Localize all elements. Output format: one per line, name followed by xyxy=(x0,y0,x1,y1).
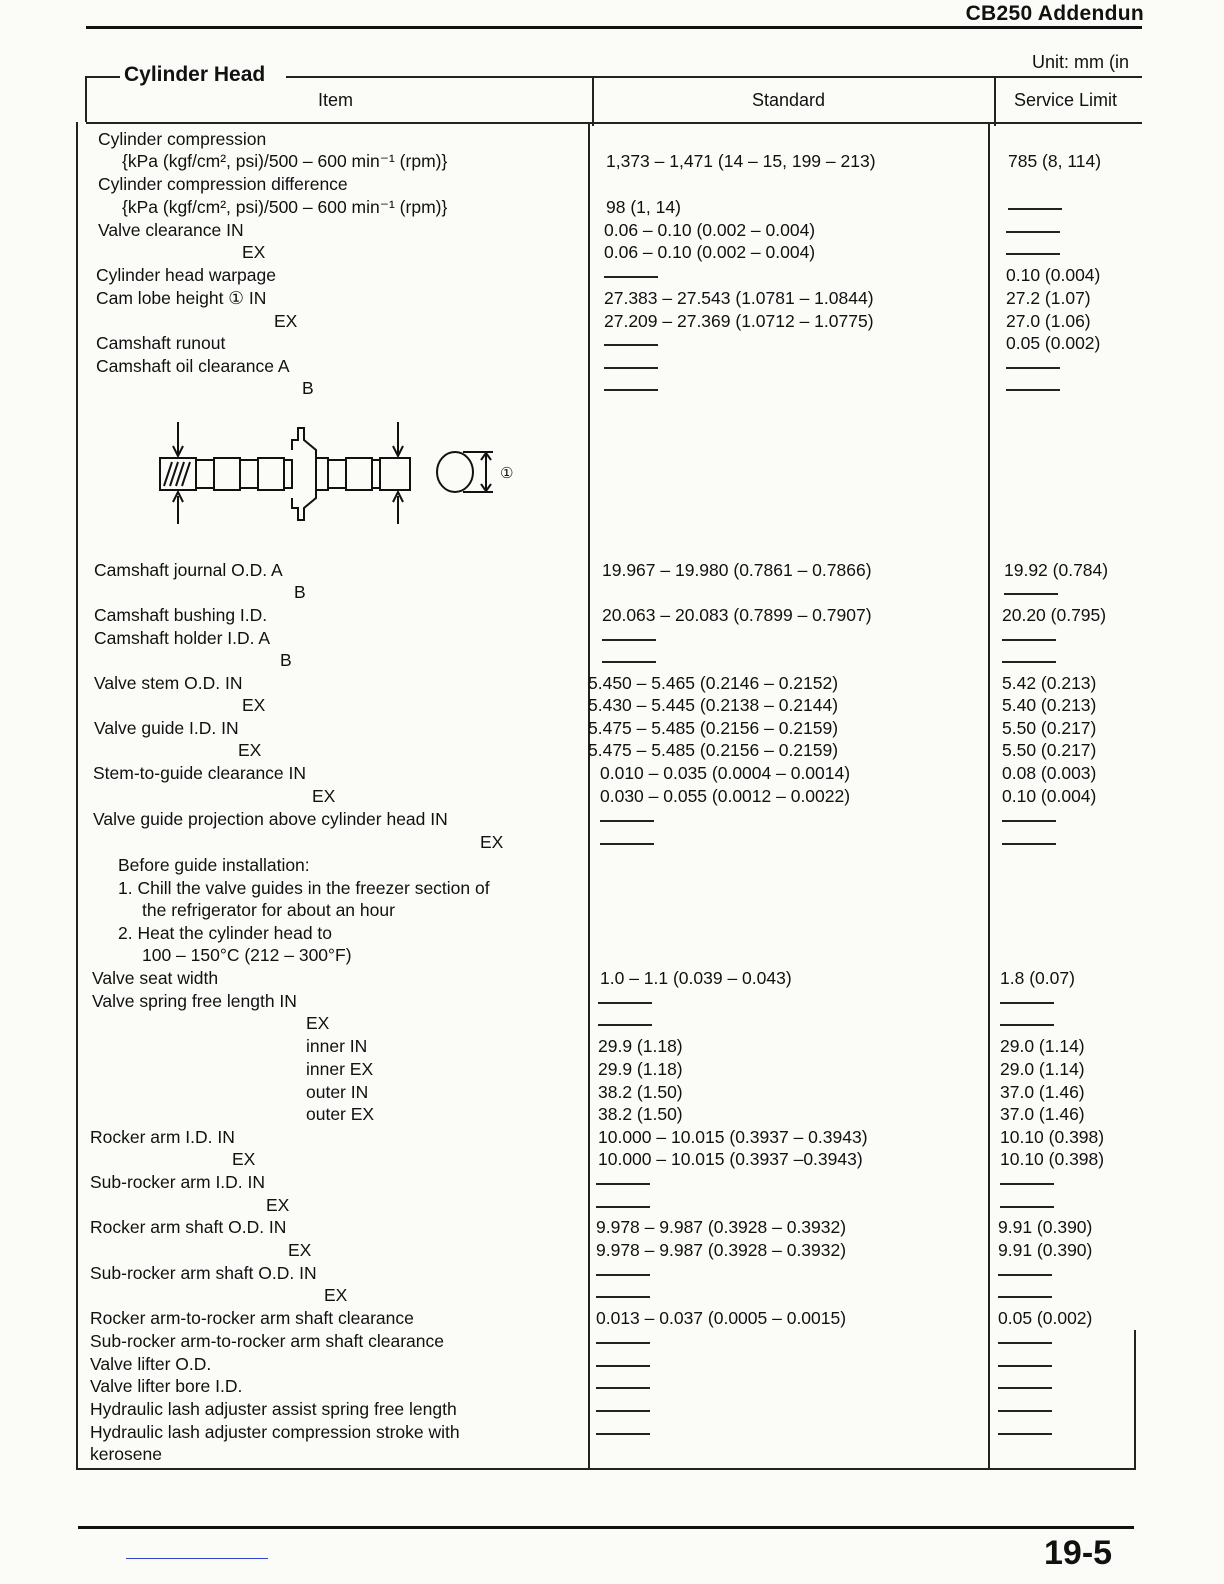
spec-item-label: inner EX xyxy=(306,1059,374,1079)
spec-standard-value-dash xyxy=(600,843,654,845)
footer-rule xyxy=(78,1526,1134,1529)
spec-standard-value-dash xyxy=(596,1410,650,1412)
spec-standard-value: 38.2 (1.50) xyxy=(598,1104,683,1124)
spec-item-label: EX xyxy=(288,1240,312,1260)
spec-standard-value-dash xyxy=(596,1433,650,1435)
spec-item-label: Camshaft runout xyxy=(96,333,226,353)
spec-item-label: Cylinder compression xyxy=(98,129,267,149)
spec-standard-value: 10.000 – 10.015 (0.3937 – 0.3943) xyxy=(598,1127,868,1147)
spec-item-label: EX xyxy=(274,311,298,331)
spec-item-label: Stem-to-guide clearance IN xyxy=(93,763,307,783)
spec-item-label: the refrigerator for about an hour xyxy=(142,900,395,920)
spec-item-label: Sub-rocker arm shaft O.D. IN xyxy=(90,1263,317,1283)
spec-standard-value: 0.06 – 0.10 (0.002 – 0.004) xyxy=(604,220,816,240)
spec-service-limit-value-dash xyxy=(1002,639,1056,641)
spec-standard-value-dash xyxy=(600,820,654,822)
spec-item-label: EX xyxy=(238,740,262,760)
header-rule xyxy=(86,26,1142,29)
spec-standard-value: 38.2 (1.50) xyxy=(598,1082,683,1102)
spec-standard-value-dash xyxy=(596,1206,650,1208)
spec-item-label: Camshaft journal O.D. A xyxy=(94,560,283,580)
spec-standard-value-dash xyxy=(602,661,656,663)
spec-standard-value: 19.967 – 19.980 (0.7861 – 0.7866) xyxy=(602,560,872,580)
spec-item-label: EX xyxy=(232,1149,256,1169)
spec-standard-value: 10.000 – 10.015 (0.3937 –0.3943) xyxy=(598,1149,863,1169)
frame-top-rule xyxy=(286,76,1142,78)
spec-standard-value: 5.475 – 5.485 (0.2156 – 0.2159) xyxy=(588,740,839,760)
spec-standard-value: 20.063 – 20.083 (0.7899 – 0.7907) xyxy=(602,605,872,625)
spec-standard-value: 0.06 – 0.10 (0.002 – 0.004) xyxy=(604,242,816,262)
spec-item-label: Rocker arm-to-rocker arm shaft clearance xyxy=(90,1308,414,1328)
spec-service-limit-value-dash xyxy=(1006,367,1060,369)
spec-service-limit-value: 19.92 (0.784) xyxy=(1004,560,1109,580)
spec-standard-value: 1,373 – 1,471 (14 – 15, 199 – 213) xyxy=(606,151,876,171)
spec-standard-value-dash xyxy=(596,1342,650,1344)
spec-service-limit-value: 29.0 (1.14) xyxy=(1000,1036,1085,1056)
spec-item-label: 2. Heat the cylinder head to xyxy=(118,923,333,943)
spec-item-label: EX xyxy=(242,242,266,262)
spec-item-label: B xyxy=(280,650,292,670)
spec-standard-value: 29.9 (1.18) xyxy=(598,1036,683,1056)
spec-standard-value-dash xyxy=(596,1274,650,1276)
spec-item-label: 100 – 150°C (212 – 300°F) xyxy=(142,945,352,965)
spec-item-label: Before guide installation: xyxy=(118,855,310,875)
spec-service-limit-value-dash xyxy=(998,1274,1052,1276)
spec-item-label: B xyxy=(302,378,314,398)
spec-item-label: Cylinder head warpage xyxy=(96,265,276,285)
spec-item-label: Rocker arm I.D. IN xyxy=(90,1127,235,1147)
column-divider xyxy=(994,76,996,126)
column-header-standard: Standard xyxy=(752,90,826,110)
spec-standard-value-dash xyxy=(598,1002,652,1004)
spec-service-limit-value: 29.0 (1.14) xyxy=(1000,1059,1085,1079)
column-header-service-limit: Service Limit xyxy=(1014,90,1118,110)
spec-service-limit-value-dash xyxy=(998,1296,1052,1298)
spec-item-label: {kPa (kgf/cm², psi)/500 – 600 min⁻¹ (rpm)} xyxy=(122,197,448,217)
spec-item-label: Valve clearance IN xyxy=(98,220,244,240)
spec-service-limit-value-dash xyxy=(1000,1002,1054,1004)
section-title: Cylinder Head xyxy=(120,63,269,87)
spec-item-label: Sub-rocker arm-to-rocker arm shaft clearance xyxy=(90,1331,444,1351)
spec-item-label: Camshaft oil clearance A xyxy=(96,356,290,376)
spec-item-label: Camshaft holder I.D. A xyxy=(94,628,271,648)
spec-item-label: Valve guide I.D. IN xyxy=(94,718,239,738)
spec-standard-value: 9.978 – 9.987 (0.3928 – 0.3932) xyxy=(596,1217,847,1237)
spec-service-limit-value: 785 (8, 114) xyxy=(1008,151,1102,171)
spec-service-limit-value: 10.10 (0.398) xyxy=(1000,1127,1105,1147)
unit-label: Unit: mm (in xyxy=(1032,52,1130,72)
spec-standard-value-dash xyxy=(604,276,658,278)
spec-service-limit-value-dash xyxy=(1008,208,1062,210)
footer-link-underline[interactable] xyxy=(126,1558,268,1559)
spec-service-limit-value-dash xyxy=(1002,820,1056,822)
column-header-rule xyxy=(86,122,1142,124)
spec-standard-value-dash xyxy=(596,1387,650,1389)
table-right-rule xyxy=(1134,1330,1136,1470)
spec-item-label: Camshaft bushing I.D. xyxy=(94,605,268,625)
spec-standard-value-dash xyxy=(604,389,658,391)
spec-service-limit-value: 0.08 (0.003) xyxy=(1002,763,1097,783)
spec-service-limit-value: 10.10 (0.398) xyxy=(1000,1149,1105,1169)
table-bottom-rule xyxy=(76,1468,1136,1470)
spec-item-label: EX xyxy=(480,832,504,852)
spec-service-limit-value: 0.10 (0.004) xyxy=(1006,265,1101,285)
spec-service-limit-value-dash xyxy=(1000,1024,1054,1026)
spec-service-limit-value: 0.05 (0.002) xyxy=(1006,333,1101,353)
spec-standard-value-dash xyxy=(604,367,658,369)
spec-item-label: Valve lifter bore I.D. xyxy=(90,1376,243,1396)
spec-service-limit-value-dash xyxy=(998,1365,1052,1367)
spec-standard-value: 0.013 – 0.037 (0.0005 – 0.0015) xyxy=(596,1308,847,1328)
spec-service-limit-value-dash xyxy=(1006,253,1060,255)
column-divider xyxy=(588,122,590,1470)
spec-item-label: B xyxy=(294,582,306,602)
spec-item-label: EX xyxy=(312,786,336,806)
spec-item-label: Hydraulic lash adjuster assist spring free length xyxy=(90,1399,457,1419)
spec-standard-value-dash xyxy=(596,1365,650,1367)
spec-standard-value: 29.9 (1.18) xyxy=(598,1059,683,1079)
spec-service-limit-value-dash xyxy=(1002,843,1056,845)
spec-standard-value: 98 (1, 14) xyxy=(606,197,681,217)
column-divider xyxy=(592,76,594,126)
spec-standard-value: 0.010 – 0.035 (0.0004 – 0.0014) xyxy=(600,763,851,783)
table-left-rule xyxy=(76,122,78,1470)
spec-standard-value: 5.430 – 5.445 (0.2138 – 0.2144) xyxy=(588,695,839,715)
spec-service-limit-value: 5.50 (0.217) xyxy=(1002,740,1097,760)
spec-standard-value: 1.0 – 1.1 (0.039 – 0.043) xyxy=(600,968,792,988)
spec-item-label: {kPa (kgf/cm², psi)/500 – 600 min⁻¹ (rpm)} xyxy=(122,151,448,171)
spec-item-label: kerosene xyxy=(90,1444,162,1464)
spec-item-label: outer IN xyxy=(306,1082,369,1102)
spec-service-limit-value-dash xyxy=(1002,661,1056,663)
page-number: 19-5 xyxy=(1044,1534,1113,1572)
spec-standard-value-dash xyxy=(602,639,656,641)
spec-standard-value-dash xyxy=(604,344,658,346)
spec-service-limit-value-dash xyxy=(998,1387,1052,1389)
spec-item-label: EX xyxy=(306,1013,330,1033)
spec-standard-value-dash xyxy=(598,1024,652,1026)
spec-item-label: Cylinder compression difference xyxy=(98,174,348,194)
spec-item-label: Sub-rocker arm I.D. IN xyxy=(90,1172,266,1192)
spec-service-limit-value: 27.0 (1.06) xyxy=(1006,311,1091,331)
spec-item-label: Valve guide projection above cylinder head IN xyxy=(93,809,448,829)
spec-item-label: EX xyxy=(266,1195,290,1215)
spec-service-limit-value-dash xyxy=(998,1342,1052,1344)
column-header-item: Item xyxy=(318,90,354,110)
spec-service-limit-value-dash xyxy=(1004,593,1058,595)
spec-item-label: Valve spring free length IN xyxy=(92,991,297,1011)
spec-item-label: EX xyxy=(242,695,266,715)
frame-top-rule xyxy=(86,76,120,78)
diagram-callout: ① xyxy=(500,464,514,482)
spec-service-limit-value-dash xyxy=(998,1433,1052,1435)
spec-item-label: EX xyxy=(324,1285,348,1305)
spec-standard-value-dash xyxy=(596,1183,650,1185)
spec-standard-value: 0.030 – 0.055 (0.0012 – 0.0022) xyxy=(600,786,851,806)
spec-service-limit-value: 37.0 (1.46) xyxy=(1000,1104,1085,1124)
spec-item-label: Valve lifter O.D. xyxy=(90,1354,212,1374)
spec-service-limit-value: 9.91 (0.390) xyxy=(998,1240,1093,1260)
spec-service-limit-value-dash xyxy=(1006,231,1060,233)
spec-service-limit-value: 0.05 (0.002) xyxy=(998,1308,1093,1328)
spec-service-limit-value-dash xyxy=(1006,389,1060,391)
spec-service-limit-value: 9.91 (0.390) xyxy=(998,1217,1093,1237)
spec-service-limit-value-dash xyxy=(1000,1206,1054,1208)
spec-service-limit-value: 5.50 (0.217) xyxy=(1002,718,1097,738)
spec-service-limit-value-dash xyxy=(998,1410,1052,1412)
spec-item-label: Valve seat width xyxy=(92,968,219,988)
frame-left-rule xyxy=(85,76,87,122)
spec-service-limit-value: 27.2 (1.07) xyxy=(1006,288,1091,308)
spec-service-limit-value: 0.10 (0.004) xyxy=(1002,786,1097,806)
spec-item-label: Valve stem O.D. IN xyxy=(94,673,243,693)
header-title: CB250 Addendun xyxy=(965,2,1144,25)
spec-item-label: 1. Chill the valve guides in the freezer section of xyxy=(118,878,490,898)
spec-service-limit-value: 5.42 (0.213) xyxy=(1002,673,1097,693)
spec-standard-value: 27.209 – 27.369 (1.0712 – 1.0775) xyxy=(604,311,874,331)
camshaft-diagram xyxy=(150,420,530,530)
spec-standard-value: 5.450 – 5.465 (0.2146 – 0.2152) xyxy=(588,673,839,693)
spec-standard-value: 27.383 – 27.543 (1.0781 – 1.0844) xyxy=(604,288,874,308)
spec-item-label: outer EX xyxy=(306,1104,375,1124)
column-divider xyxy=(988,122,990,1470)
spec-service-limit-value-dash xyxy=(1000,1183,1054,1185)
spec-item-label: Hydraulic lash adjuster compression stroke with xyxy=(90,1422,460,1442)
spec-service-limit-value: 20.20 (0.795) xyxy=(1002,605,1107,625)
spec-service-limit-value: 1.8 (0.07) xyxy=(1000,968,1075,988)
spec-standard-value: 5.475 – 5.485 (0.2156 – 0.2159) xyxy=(588,718,839,738)
spec-service-limit-value: 5.40 (0.213) xyxy=(1002,695,1097,715)
spec-item-label: Cam lobe height ① IN xyxy=(96,288,267,308)
spec-item-label: inner IN xyxy=(306,1036,368,1056)
spec-item-label: Rocker arm shaft O.D. IN xyxy=(90,1217,287,1237)
spec-standard-value-dash xyxy=(596,1296,650,1298)
spec-standard-value: 9.978 – 9.987 (0.3928 – 0.3932) xyxy=(596,1240,847,1260)
spec-service-limit-value: 37.0 (1.46) xyxy=(1000,1082,1085,1102)
